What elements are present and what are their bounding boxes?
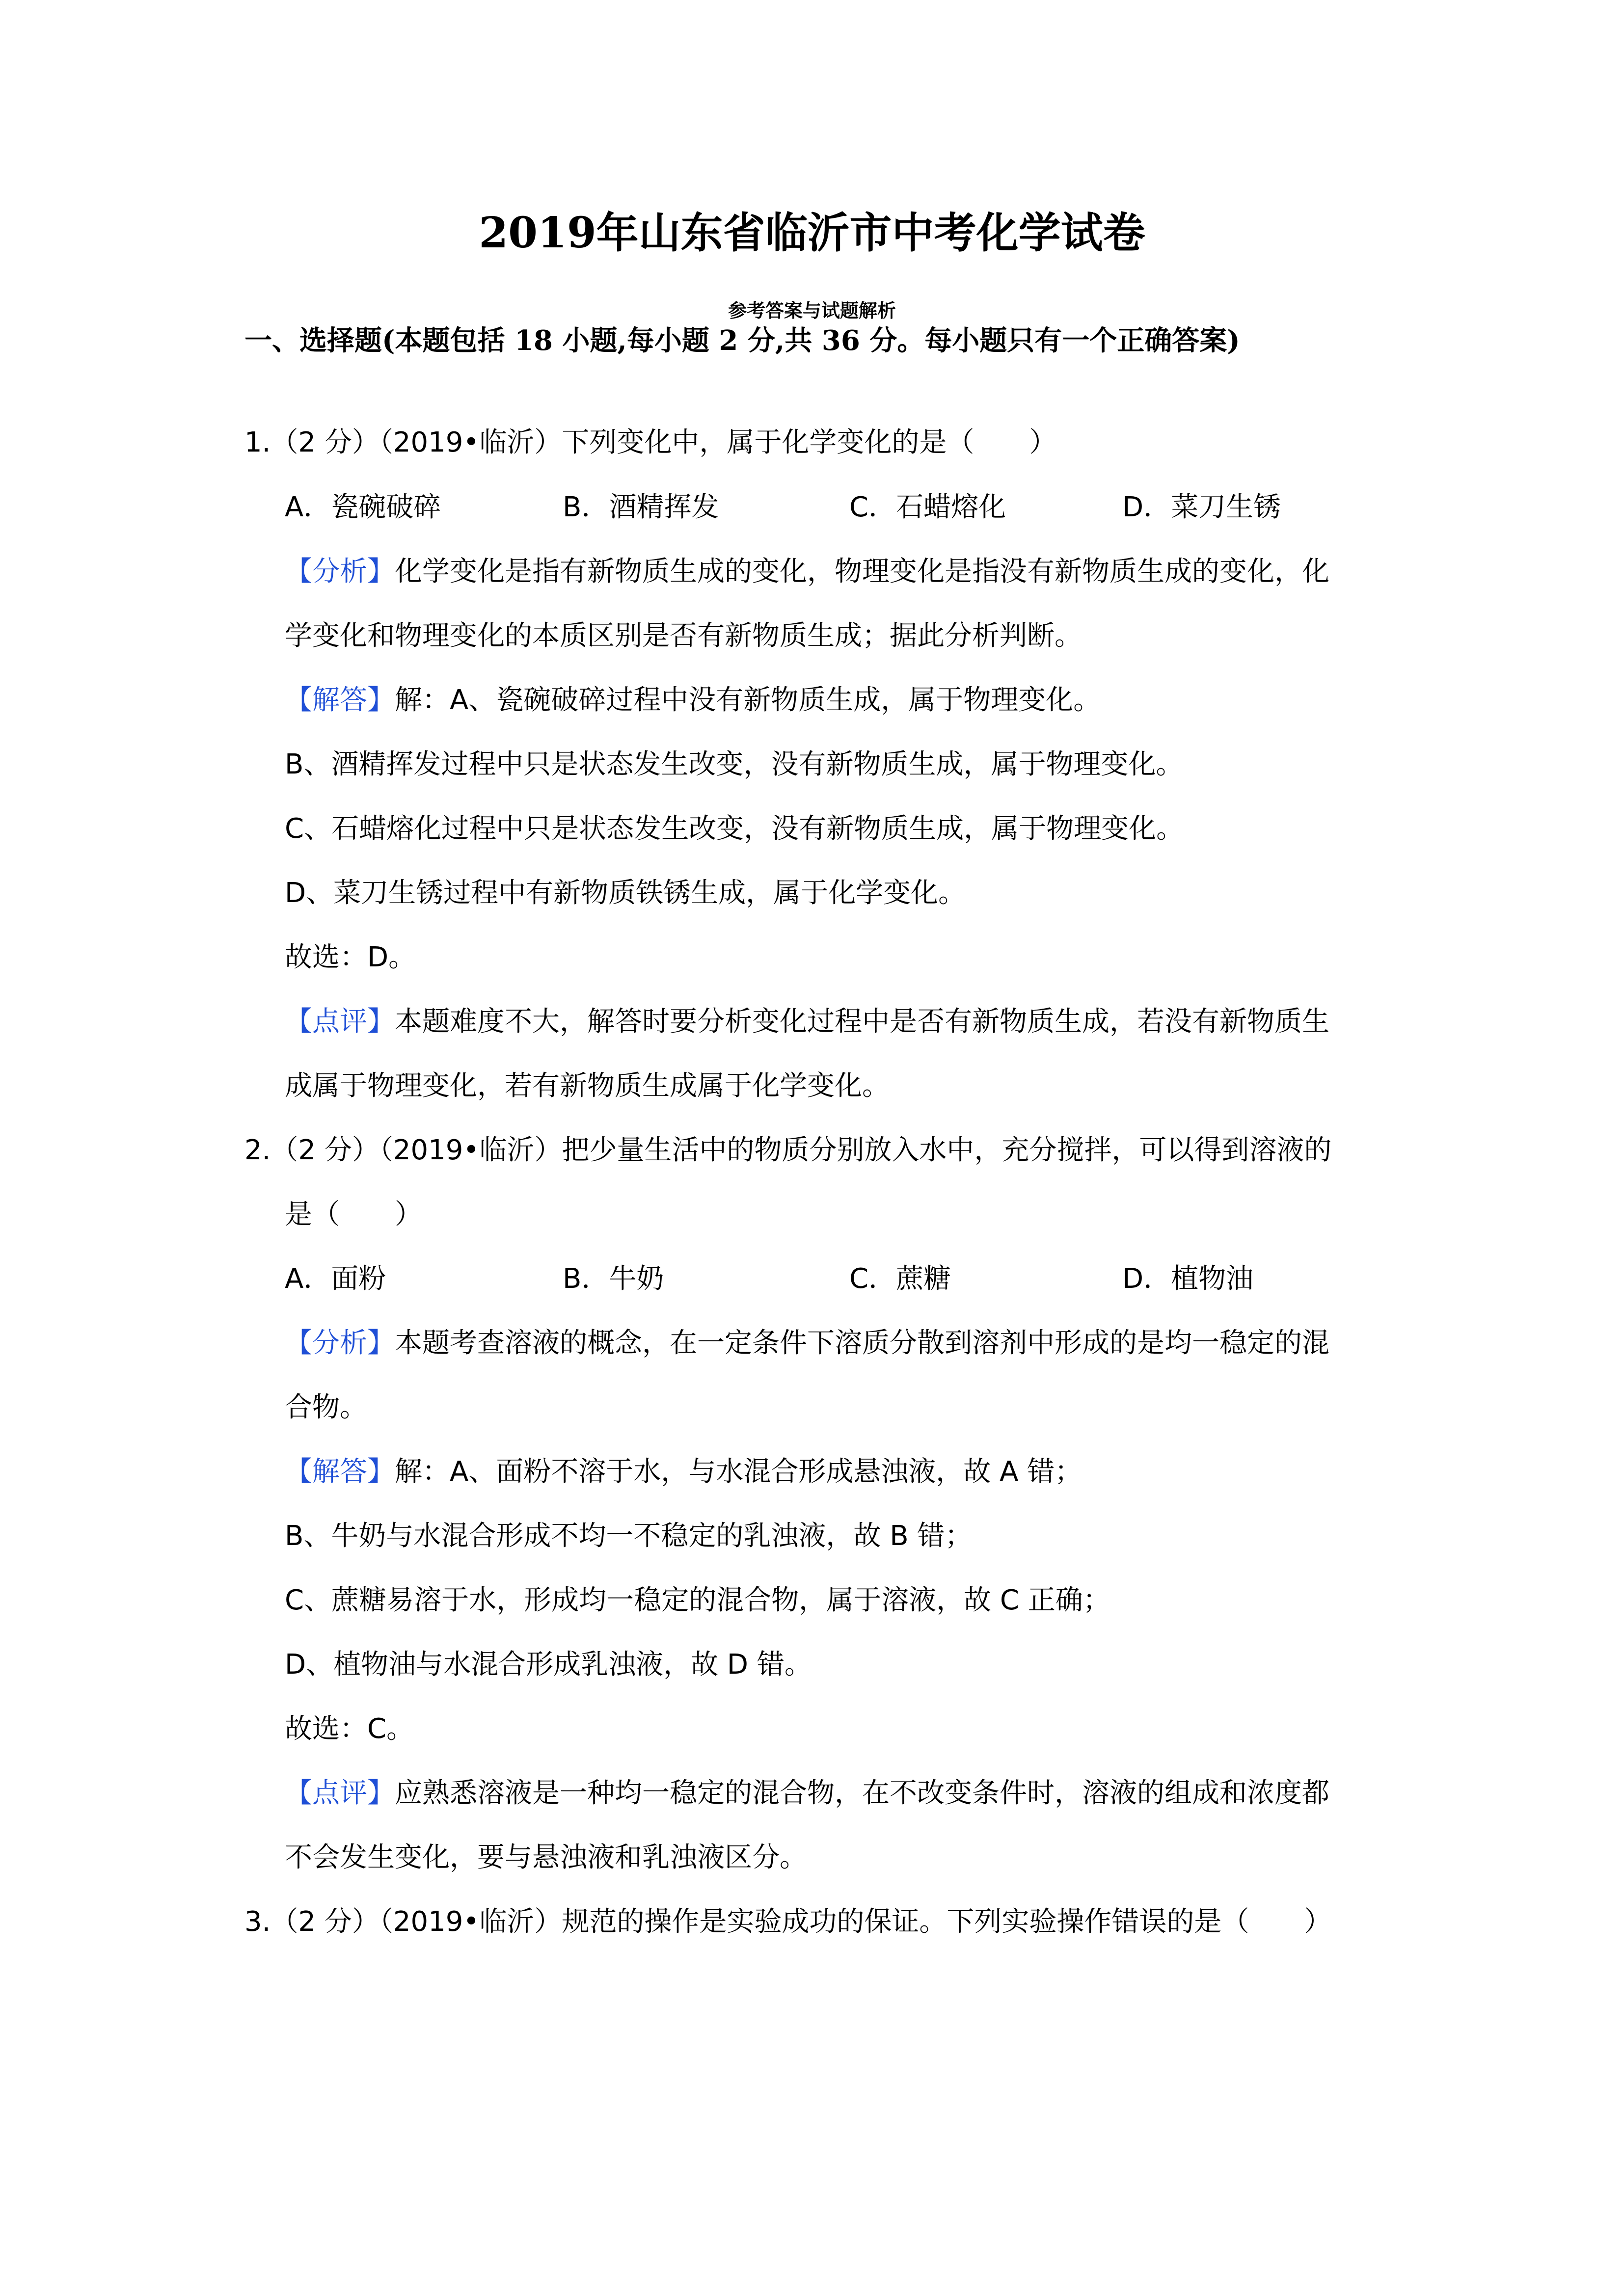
answer-text: 解：A、瓷碗破碎过程中没有新物质生成，属于物理变化。 (395, 684, 1101, 716)
section-heading: 一、选择题(本题包括 18 小题,每小题 2 分,共 36 分。每小题只有一个正确答案) (244, 324, 1240, 357)
answer-text: 解：A、面粉不溶于水，与水混合形成悬浊液，故 A 错； (395, 1456, 1083, 1488)
q2-analysis-line-2: 合物。 (285, 1391, 367, 1423)
q2-option-a: A．面粉 (285, 1263, 386, 1295)
q1-comment-line-1 (285, 1004, 1329, 1040)
q2-answer-line-4: D、植物油与水混合形成乳浊液，故 D 错。 (285, 1649, 812, 1681)
q2-answer-line-1 (285, 1454, 1082, 1490)
q2-answer-line-3: C、蔗糖易溶于水，形成均一稳定的混合物，属于溶液，故 C 正确； (285, 1584, 1110, 1616)
q1-option-b: B．酒精挥发 (563, 491, 719, 523)
answer-tag: 【解答】 (285, 1456, 395, 1488)
q2-option-d: D．植物油 (1122, 1263, 1254, 1295)
comment-tag: 【点评】 (285, 1006, 395, 1038)
question-1-stem: 1.（2 分）（2019•临沂）下列变化中，属于化学变化的是（ ） (244, 427, 1057, 458)
q1-analysis-line-2: 学变化和物理变化的本质区别是否有新物质生成；据此分析判断。 (285, 620, 1082, 652)
question-2-stem-line-2: 是（ ） (285, 1199, 422, 1230)
analysis-tag: 【分析】 (285, 1327, 395, 1359)
q2-option-b: B．牛奶 (563, 1263, 664, 1295)
q1-choice: 故选：D。 (285, 941, 416, 973)
analysis-text: 本题考查溶液的概念，在一定条件下溶质分散到溶剂中形成的是均一稳定的混 (395, 1327, 1329, 1359)
q1-answer-line-3: C、石蜡熔化过程中只是状态发生改变，没有新物质生成，属于物理变化。 (285, 813, 1184, 845)
q2-comment-line-1 (285, 1776, 1329, 1811)
comment-text: 应熟悉溶液是一种均一稳定的混合物，在不改变条件时，溶液的组成和浓度都 (395, 1777, 1329, 1809)
q1-analysis-line-1 (285, 554, 1329, 589)
q1-answer-line-4: D、菜刀生锈过程中有新物质铁锈生成，属于化学变化。 (285, 877, 966, 909)
question-2-stem-line-1: 2.（2 分）（2019•临沂）把少量生活中的物质分别放入水中，充分搅拌，可以得到溶液的 (244, 1134, 1332, 1166)
analysis-tag: 【分析】 (285, 556, 395, 587)
comment-tag: 【点评】 (285, 1777, 395, 1809)
page-title: 2019年山东省临沂市中考化学试卷 (479, 208, 1145, 258)
q2-analysis-line-1 (285, 1326, 1329, 1361)
q1-comment-line-2: 成属于物理变化，若有新物质生成属于化学变化。 (285, 1070, 890, 1102)
comment-text: 本题难度不大，解答时要分析变化过程中是否有新物质生成，若没有新物质生 (395, 1006, 1329, 1038)
q1-answer-line-2: B、酒精挥发过程中只是状态发生改变，没有新物质生成，属于物理变化。 (285, 748, 1184, 780)
q2-option-c: C．蔗糖 (849, 1263, 951, 1295)
answer-tag: 【解答】 (285, 684, 395, 716)
analysis-text: 化学变化是指有新物质生成的变化，物理变化是指没有新物质生成的变化，化 (395, 556, 1329, 587)
q1-option-d: D．菜刀生锈 (1122, 491, 1281, 523)
page-subtitle: 参考答案与试题解析 (728, 300, 896, 321)
q2-choice: 故选：C。 (285, 1713, 414, 1745)
q1-answer-line-1 (285, 683, 1101, 718)
q1-option-c: C．石蜡熔化 (849, 491, 1006, 523)
question-3-stem: 3.（2 分）（2019•临沂）规范的操作是实验成功的保证。下列实验操作错误的是（ ） (244, 1906, 1332, 1938)
q1-option-a: A．瓷碗破碎 (285, 491, 441, 523)
q2-answer-line-2: B、牛奶与水混合形成不均一不稳定的乳浊液，故 B 错； (285, 1520, 973, 1552)
q2-comment-line-2: 不会发生变化，要与悬浊液和乳浊液区分。 (285, 1842, 807, 1873)
